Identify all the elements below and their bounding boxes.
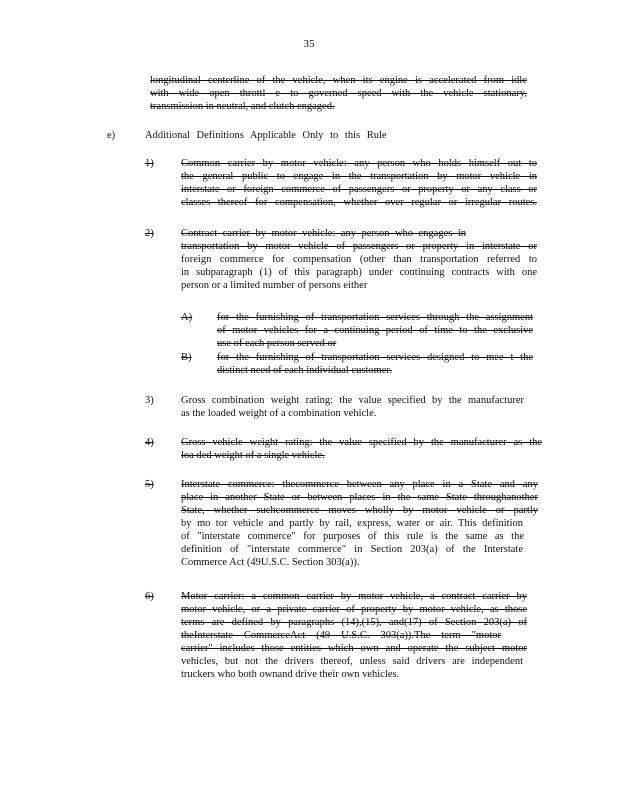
- item-marker: 4): [145, 437, 154, 448]
- subitem-b: [217, 351, 533, 377]
- text-line: Common carrier by motor vehicle: any person who holds himself out to: [181, 158, 537, 169]
- text-line: classes thereof for compensation, whether over regular or irregular routes.: [181, 197, 537, 208]
- item-marker: 3): [145, 395, 154, 406]
- definition-contract-carrier: [181, 227, 537, 292]
- text-line: as the loaded weight of a combination vehicle.: [181, 408, 377, 419]
- item-marker: 6): [145, 591, 154, 602]
- subitem-marker: A): [181, 312, 193, 323]
- subitem-a: [217, 311, 533, 350]
- text-line: interstate or foreign commerce of passengers or property or any class or: [181, 184, 537, 195]
- text-line: place in another State or between places in the same State throughanother: [181, 492, 538, 503]
- definition-gcwr: [181, 394, 524, 420]
- intro-paragraph: [150, 74, 527, 113]
- text-line: vehicles, but not the drivers thereof, unless said drivers are independent: [181, 656, 523, 667]
- item-marker: 1): [145, 158, 154, 169]
- text-line: definition of "interstate commerce" in Section 203(a) of the Interstate: [181, 544, 523, 555]
- definition-motor-carrier: [181, 590, 527, 681]
- text-line: motor vehicle, or a private carrier of property by motor vehicle, as those: [181, 604, 527, 615]
- text-line: use of each person served or: [217, 338, 337, 349]
- text-line: Gross vehicle weight rating: the value specified by the manufacturer as the: [181, 437, 542, 448]
- text-line: State, whether suchcommerce moves wholly by motor vehicle or partly: [181, 505, 538, 516]
- text-line: longitudinal centerline of the vehicle, when its engine is accelerated from idle: [150, 75, 527, 86]
- text-line: loa ded weight of a single vehicle.: [181, 450, 325, 461]
- text-line: transportation by motor vehicle of passengers or property in interstate or: [181, 241, 537, 252]
- definition-common-carrier: [181, 157, 537, 209]
- definition-interstate-commerce: [181, 478, 538, 569]
- page-number: 35: [303, 38, 315, 50]
- section-marker: e): [107, 130, 116, 141]
- item-marker: 2): [145, 228, 154, 239]
- text-line: truckers who both ownand drive their own vehicles.: [181, 669, 400, 680]
- text-line: foreign commerce for compensation (other than transportation referred to: [181, 254, 537, 265]
- text-line: for the furnishing of transportation services through the assignment: [217, 312, 533, 323]
- text-line: carrier" includes those entities which own and operate the subject motor: [181, 643, 527, 654]
- text-line: Gross combination weight rating: the value specified by the manufacturer: [181, 395, 524, 406]
- text-line: for the furnishing of transportation services designed to mee t the: [217, 352, 533, 363]
- text-line: of motor vehicles for a continuing period of time to the exclusive: [217, 325, 533, 336]
- text-line: terms are defined by paragraphs (14),(15), and(17) of Section 203(a) of: [181, 617, 527, 628]
- text-line: theInterstate CommerceAct (49 U.S.C. 303(a)).The term "motor: [181, 630, 501, 641]
- text-line: distinct need of each individual customer.: [217, 365, 392, 376]
- text-line: Motor carrier: a common carrier by motor vehicle, a contract carrier by: [181, 591, 527, 602]
- item-marker: 5): [145, 479, 154, 490]
- section-heading: Additional Definitions Applicable Only to this Rule: [145, 130, 387, 141]
- text-line: the general public to engage in the transportation by motor vehicle in: [181, 171, 537, 182]
- text-line: Interstate commerce: thecommerce between any place in a State and any: [181, 479, 538, 490]
- text-line: Commerce Act (49U.S.C. Section 303(a)).: [181, 557, 360, 568]
- text-line: Contract carrier by motor vehicle: any person who engages in: [181, 228, 466, 239]
- text-line: in subparagraph (1) of this paragraph) under continuing contracts with one: [181, 267, 537, 278]
- subitem-marker: B): [181, 352, 192, 363]
- definition-gvwr: [181, 436, 542, 462]
- text-line: with wide open throttl e to governed speed with the vehicle stationary,: [150, 88, 527, 99]
- text-line: transmission in neutral, and clutch engaged.: [150, 101, 335, 112]
- text-line: by mo tor vehicle and partly by rail, express, water or air. This definition: [181, 518, 523, 529]
- text-line: person or a limited number of persons either: [181, 280, 368, 291]
- text-line: of "interstate commerce" for purposes of this rule is the same as the: [181, 531, 524, 542]
